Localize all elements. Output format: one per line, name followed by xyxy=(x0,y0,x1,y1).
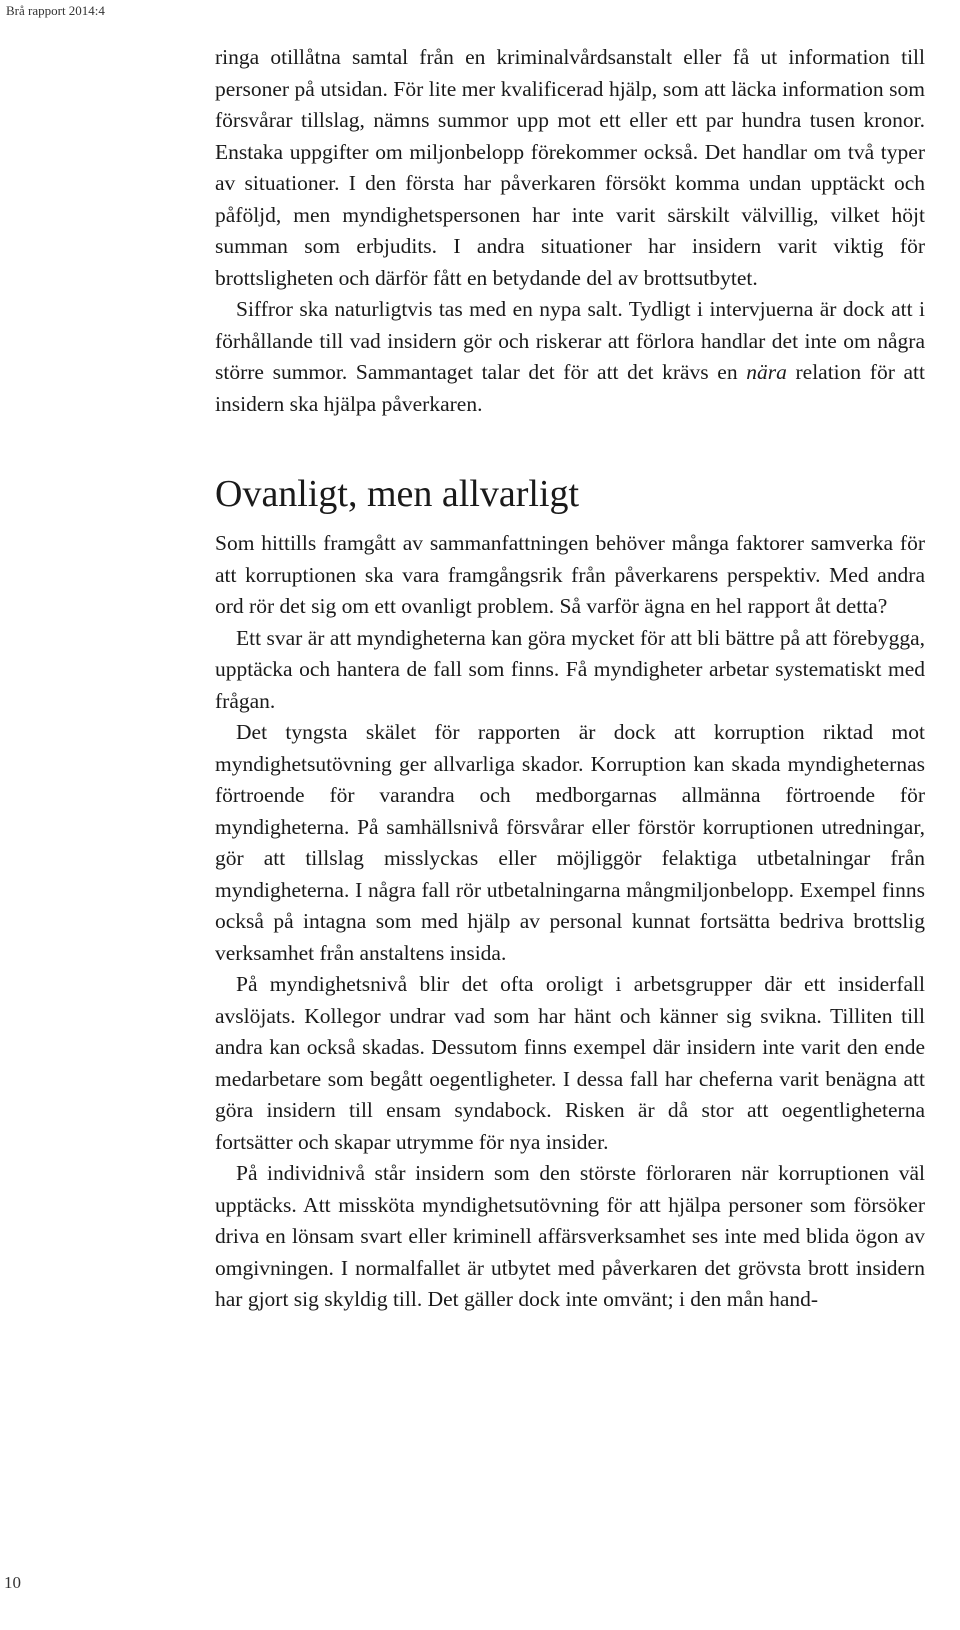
paragraph: ringa otillåtna samtal från en kriminalvårdsanstalt eller få ut information till personer på utsidan. För lite mer kvalificerad hjälp, som att läcka information som försvårar tillslag, nämns summor upp mot ett eller ett par hundra tusen kronor. Enstaka uppgifter om miljonbelopp förekommer också. Det handlar om två typer av situationer. I den första har påverkaren försökt komma undan upptäckt och påföljd, men myndighetspersonen har inte varit särskilt välvillig, vilket höjt summan som erbjudits. I andra situationer har insidern varit viktig för brottsligheten och därför fått en betydande del av brottsutbytet. xyxy=(215,45,925,290)
paragraph-text: Siffror ska naturligtvis tas med en nypa salt. Tydligt i intervjuerna är dock att i förhållande till vad insidern gör och riskerar att förlora handlar det inte om några större summor. Sammantaget talar det för att det krävs en xyxy=(215,297,925,384)
paragraph: På individnivå står insidern som den störste förloraren när korruptionen väl upptäcks. Att missköta myndighetsutövning för att hjälpa personer som försöker driva en lönsam svart eller kriminell affärsverksamhet ses inte med blida ögon av omgivningen. I normalfallet är utbytet med påverkaren det grövsta brott insidern har gjort sig skyldig till. Det gäller dock inte omvänt; i den mån hand- xyxy=(215,1161,925,1311)
paragraph: Som hittills framgått av sammanfattningen behöver många faktorer samverka för att korruptionen ska vara framgångsrik från påverkarens perspektiv. Med andra ord rör det sig om ett ovanligt problem. Så varför ägna en hel rapport åt detta? xyxy=(215,531,925,618)
paragraph: På myndighetsnivå blir det ofta oroligt i arbetsgrupper där ett insiderfall avslöjats. Kollegor undrar vad som har hänt och känner sig svikna. Tilliten till andra kan också skadas. Dessutom finns exempel där insidern inte varit den ende medarbetare som begått oegentligheter. I dessa fall har cheferna varit benägna att göra insidern till ensam syndabock. Risken är då stor att oegentligheterna fortsätter och skapar utrymme för nya insider. xyxy=(215,972,925,1154)
paragraph xyxy=(215,294,925,420)
paragraph: Det tyngsta skälet för rapporten är dock att korruption riktad mot myndighetsutövning ger allvarliga skador. Korruption kan skada myndigheternas förtroende för varandra och medborgarnas allmänna förtroende för myndigheterna. På samhällsnivå försvårar eller förstör korruptionen utredningar, gör att tillslag misslyckas eller möjliggör felaktiga utbetalningar från myndigheterna. I några fall rör utbetalningarna mångmiljonbelopp. Exempel finns också på intagna som med hjälp av personal kunnat fortsätta bedriva brottslig verksamhet från anstaltens insida. xyxy=(215,720,925,965)
emphasized-word: nära xyxy=(746,360,787,384)
paragraph: Ett svar är att myndigheterna kan göra mycket för att bli bättre på att förebygga, upptäcka och hantera de fall som finns. Få myndigheter arbetar systematiskt med frågan. xyxy=(215,625,925,713)
running-header: Brå rapport 2014:4 xyxy=(6,3,105,18)
text-column xyxy=(215,42,925,1316)
section-heading: Ovanligt, men allvarligt xyxy=(215,473,580,515)
paragraph-text: relation för att insidern ska hjälpa påverkaren. xyxy=(215,360,925,416)
page-number: 10 xyxy=(4,1573,21,1592)
